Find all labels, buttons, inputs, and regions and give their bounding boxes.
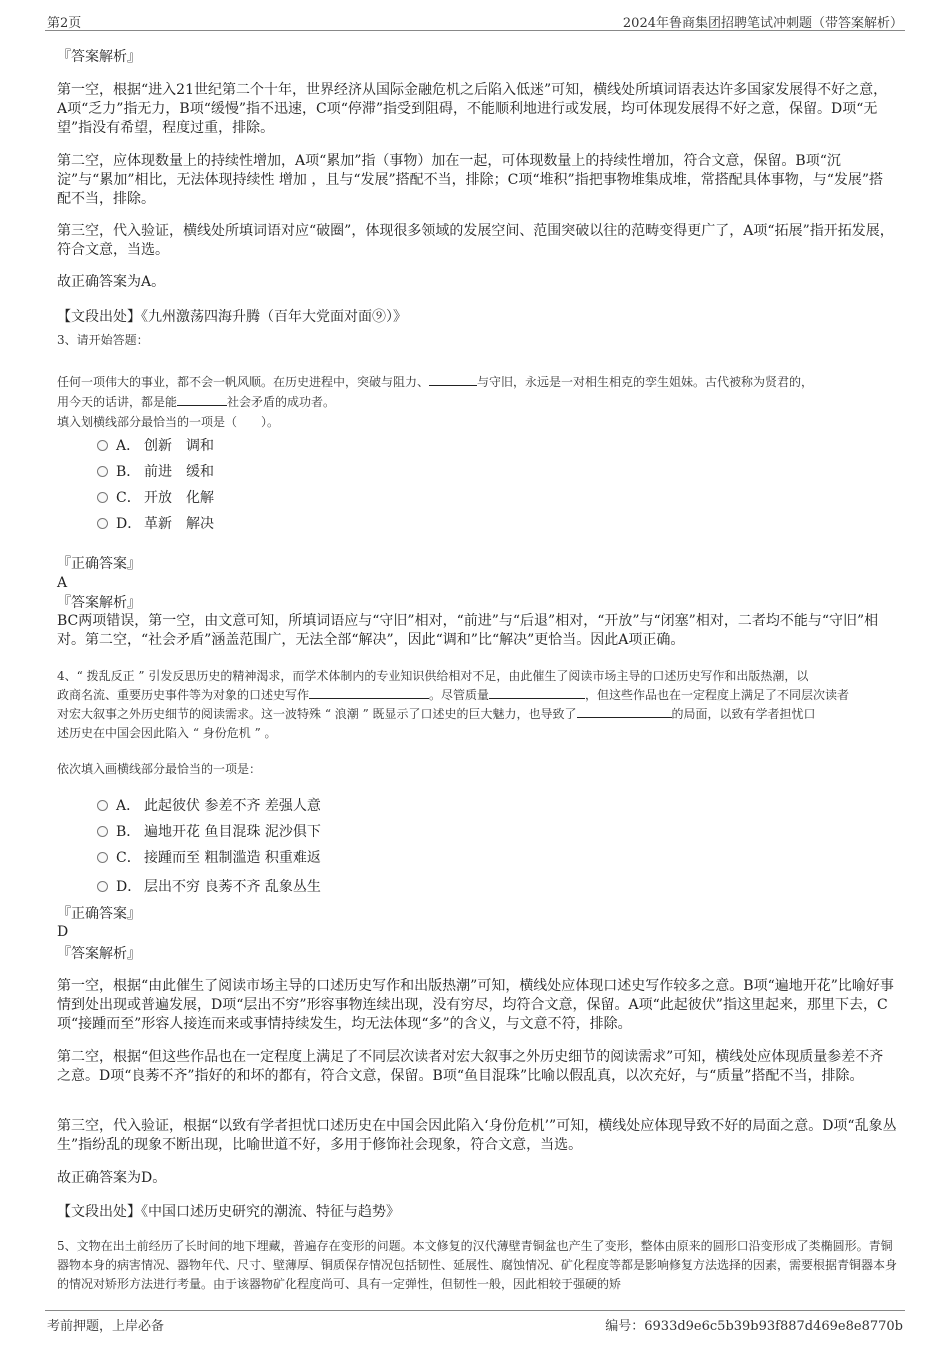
- q3-blank-2: [177, 393, 227, 406]
- q3-analysis: BC两项错误，第一空，由文意可知，所填词语应与“守旧”相对，“前进”与“后退”相对，“开放”与“闭塞”相对，二者均不能与“守旧”相对。第二空，“社会矛盾”涵盖范围广，无法全部“解决”，因此“调和”比“解决”更恰当。因此A项正确。: [57, 613, 879, 648]
- q3-blank-1: [429, 373, 477, 386]
- q4-option-b[interactable]: B． 遍地开花 鱼目混珠 泥沙俱下: [97, 821, 321, 841]
- q3-option-a[interactable]: A． 创新 调和: [97, 435, 214, 455]
- q3-text-b: 与守旧，永远是一对相生相克的孪生姐妹。古代被称为贤君的，: [477, 375, 814, 389]
- q3-instruction: 填入划横线部分最恰当的一项是（ ）。: [57, 415, 280, 429]
- document-code: 编号：6933d9e6c5b39b93f887d469e8e8770b: [605, 1319, 903, 1334]
- radio-icon[interactable]: [97, 492, 108, 503]
- q4-answer: D: [57, 924, 69, 940]
- radio-icon[interactable]: [97, 518, 108, 529]
- document-title: 2024年鲁商集团招聘笔试冲刺题（带答案解析）: [622, 16, 903, 31]
- radio-icon[interactable]: [97, 852, 108, 863]
- q4-instruction: 依次填入画横线部分最恰当的一项是：: [57, 762, 262, 776]
- radio-icon[interactable]: [97, 440, 108, 451]
- q4-source: 【文段出处】《中国口述历史研究的潮流、特征与趋势》: [57, 1204, 400, 1220]
- q3-option-d[interactable]: D． 革新 解决: [97, 513, 214, 533]
- q4-analysis-para3: 第三空，代入验证，根据“以致有学者担忧口述历史在中国会因此陷入‘身份危机’”可知，横线处应体现导致不好的局面之意。D项“乱象丛生”指纷乱的现象不断出现，比喻世道不好，多用于修饰社会现象，符合文意，当选。: [57, 1118, 897, 1153]
- q3-prompt: 3、请开始答题：: [57, 333, 149, 347]
- q4-option-a[interactable]: A． 此起彼伏 参差不齐 差强人意: [97, 795, 321, 815]
- q3-option-b[interactable]: B． 前进 缓和: [97, 461, 214, 481]
- q4-option-d[interactable]: D． 层出不穷 良莠不齐 乱象丛生: [97, 876, 321, 896]
- page-header: [45, 10, 905, 31]
- q2-source: 【文段出处】《九州激荡四海升腾（百年大党面对面⑨）》: [57, 309, 407, 325]
- q3-option-c[interactable]: C． 开放 化解: [97, 487, 214, 507]
- q4-blank-1: [309, 686, 429, 699]
- q2-analysis-label: 『答案解析』: [57, 49, 141, 65]
- q4-conclusion: 故正确答案为D。: [57, 1170, 167, 1186]
- q4-passage: 4、“ 拨乱反正 ” 引发反思历史的精神渴求，而学术体制内的专业知识供给相对不足，由此催生了阅读市场主导的口述历史写作和出版热潮，以 政商名流、重要历史事件等为对象的口述史写作 。尽管质量 ，但这些作品也在一定程度上满足了不同层次读者 对宏大叙事之外历史细节的阅读需求。这一波特殊 “ 浪潮 ” 既显示了口述史的巨大魅力，也导致了 的局面，以致有学者担忧口 述历史在中国会因此陷入 “ 身份危机 ” 。: [57, 669, 850, 740]
- page-footer: [45, 1310, 905, 1334]
- q3-passage: [57, 372, 897, 432]
- q4-line-1: 4、“ 拨乱反正 ” 引发反思历史的精神渴求，而学术体制内的专业知识供给相对不足，由此催生了阅读市场主导的口述历史写作和出版热潮，以: [57, 669, 809, 683]
- radio-icon[interactable]: [97, 800, 108, 811]
- q4-blank-2: [489, 686, 585, 699]
- q4-analysis-para2: 第二空，根据“但这些作品也在一定程度上满足了不同层次读者对宏大叙事之外历史细节的阅读需求”可知，横线处应体现质量参差不齐之意。D项“良莠不齐”指好的和坏的都有，符合文意，保留。B项“鱼目混珠”比喻以假乱真，以次充好，与“质量”搭配不当，排除。: [57, 1049, 884, 1084]
- q3-text-d: 社会矛盾的成功者。: [227, 395, 336, 409]
- radio-icon[interactable]: [97, 881, 108, 892]
- q5-text: 5、文物在出土前经历了长时间的地下埋藏，普遍存在变形的问题。本文修复的汉代薄壁青铜盆也产生了变形，整体由原来的圆形口沿变形成了类椭圆形。青铜器物本身的病害情况、器物年代、尺寸、壁薄厚、铜质保存情况包括韧性、延展性、腐蚀情况、矿化程度等都是影响修复方法选择的因素，需要根据青铜器本身的情况对矫形方法进行考量。由于该器物矿化程度尚可、具有一定弹性，但韧性一般，因此相较于强硬的矫: [57, 1239, 898, 1291]
- q3-analysis-label: 『答案解析』: [57, 595, 141, 611]
- q4-analysis-label: 『答案解析』: [57, 946, 141, 962]
- radio-icon[interactable]: [97, 826, 108, 837]
- q4-blank-3: [577, 705, 672, 718]
- q3-answer-label: 『正确答案』: [57, 556, 141, 572]
- q4-answer-label: 『正确答案』: [57, 906, 141, 922]
- q3-answer: A: [57, 575, 68, 591]
- q3-text-a: 任何一项伟大的事业，都不会一帆风顺。在历史进程中，突破与阻力、: [57, 375, 430, 389]
- q4-option-c[interactable]: C． 接踵而至 粗制滥造 积重难返: [97, 847, 321, 867]
- q2-analysis-para2: 第二空，应体现数量上的持续性增加，A项“累加”指（事物）加在一起，可体现数量上的持续性增加，符合文意，保留。B项“沉淀”与“累加”相比，无法体现持续性 增加 ，且与“发展”搭配不当，排除；C项“堆积”指把事物堆集成堆，常搭配具体事物，与“发展”搭配不当，排除。: [57, 153, 884, 207]
- q3-text-c: 用今天的话讲，都是能: [57, 395, 178, 409]
- radio-icon[interactable]: [97, 466, 108, 477]
- page-number: 第2页: [47, 16, 82, 31]
- q4-analysis-para1: 第一空，根据“由此催生了阅读市场主导的口述历史写作和出版热潮”可知，横线处应体现口述史写作较多之意。B项“遍地开花”比喻好事情到处出现或普遍发展，D项“层出不穷”形容事物连续出现，没有穷尽，均符合文意，保留。A项“此起彼伏”指这里起来，那里下去，C项“接踵而至”形容人接连而来或事情持续发生，均无法体现“多”的含义，与文意不符，排除。: [57, 978, 894, 1032]
- footer-note: 考前押题，上岸必备: [47, 1319, 165, 1334]
- q2-conclusion: 故正确答案为A。: [57, 274, 166, 290]
- q2-analysis-para1: 第一空，根据“进入21世纪第二个十年，世界经济从国际金融危机之后陷入低迷”可知，横线处所填词语表达许多国家发展得不好之意，A项“乏力”指无力，B项“缓慢”指不迅速，C项“停滞”指受到阻碍，不能顺利地进行或发展，均可体现发展得不好之意，保留。D项“无望”指没有希望，程度过重，排除。: [57, 82, 888, 136]
- q2-analysis-para3: 第三空，代入验证，横线处所填词语对应“破圈”，体现很多领域的发展空间、范围突破以往的范畴变得更广了，A项“拓展”指开拓发展，符合文意，当选。: [57, 223, 894, 258]
